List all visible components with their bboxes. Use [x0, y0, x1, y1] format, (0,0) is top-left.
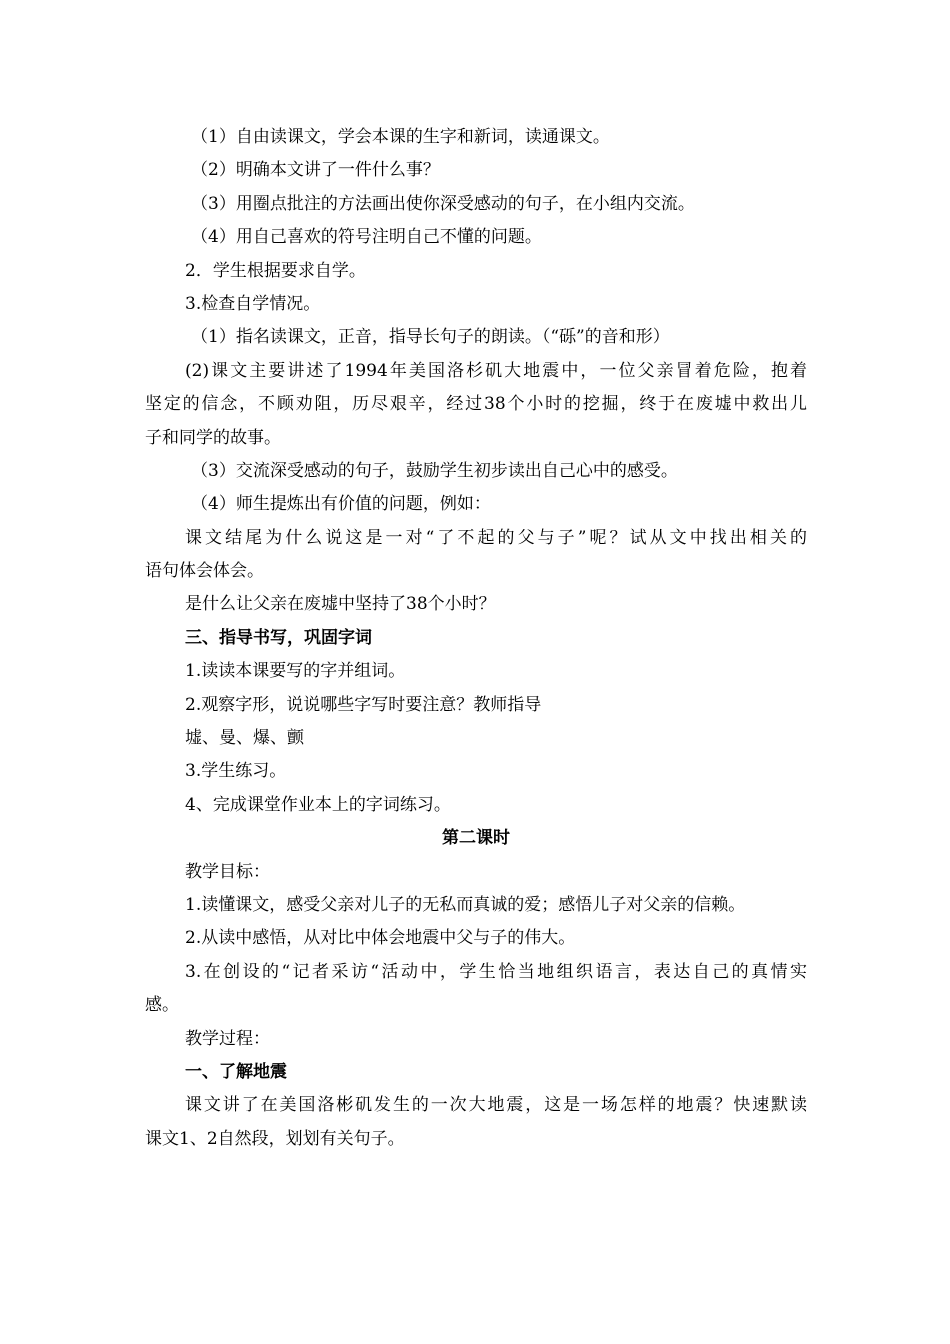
text-line: 教学目标：: [185, 861, 270, 882]
text-line: 3.检查自学情况。: [185, 293, 321, 314]
text-line: 坚定的信念，不顾劝阻，历尽艰辛，经过38个小时的挖掘，终于在废墟中救出儿: [145, 394, 807, 415]
lesson-title: 第二课时: [442, 828, 510, 849]
text-line: 课文讲了在美国洛彬矶发生的一次大地震，这是一场怎样的地震？快速默读: [185, 1095, 807, 1116]
text-line: 感。: [145, 995, 179, 1016]
text-line: 4、完成课堂作业本上的字词练习。: [185, 794, 451, 815]
text-line: （4）用自己喜欢的符号注明自己不懂的问题。: [191, 227, 542, 248]
text-line: （1）自由读课文，学会本课的生字和新词，读通课文。: [191, 127, 610, 147]
text-line: (2)课文主要讲述了1994年美国洛杉矶大地震中，一位父亲冒着危险，抱着: [185, 360, 807, 381]
text-line: 是什么让父亲在废墟中坚持了38个小时？: [185, 594, 496, 615]
text-line: （1）指名读课文，正音，指导长句子的朗读。（“砾”的音和形）: [191, 327, 670, 348]
text-line: 3.在创设的“记者采访“活动中，学生恰当地组织语言，表达自己的真情实: [185, 961, 807, 982]
text-line: （2）明确本文讲了一件什么事？: [191, 160, 440, 181]
text-line: （3）交流深受感动的句子，鼓励学生初步读出自己心中的感受。: [191, 460, 678, 481]
text-line: 2.观察字形，说说哪些字写时要注意？教师指导: [185, 694, 542, 715]
section-heading: 一、了解地震: [185, 1061, 287, 1082]
text-line: 语句体会体会。: [145, 561, 264, 582]
text-line: 2．学生根据要求自学。: [185, 260, 366, 281]
text-line: 子和同学的故事。: [145, 427, 281, 448]
text-line: 教学过程：: [185, 1028, 270, 1049]
text-line: 墟、曼、爆、颤: [185, 728, 304, 749]
text-line: 3.学生练习。: [185, 761, 287, 782]
section-heading: 三、指导书写，巩固字词: [185, 627, 372, 648]
text-line: 课文1、2自然段，划划有关句子。: [145, 1128, 405, 1149]
text-line: （3）用圈点批注的方法画出使你深受感动的句子，在小组内交流。: [191, 193, 695, 214]
document-body: [145, 121, 807, 1156]
text-line: 2.从读中感悟，从对比中体会地震中父与子的伟大。: [185, 928, 576, 949]
text-line: 1.读读本课要写的字并组词。: [185, 661, 406, 682]
text-line: 课文结尾为什么说这是一对“了不起的父与子”呢？试从文中找出相关的: [185, 527, 807, 548]
text-line: （4）师生提炼出有价值的问题，例如：: [191, 494, 491, 515]
text-line: 1.读懂课文，感受父亲对儿子的无私而真诚的爱；感悟儿子对父亲的信赖。: [185, 894, 746, 915]
